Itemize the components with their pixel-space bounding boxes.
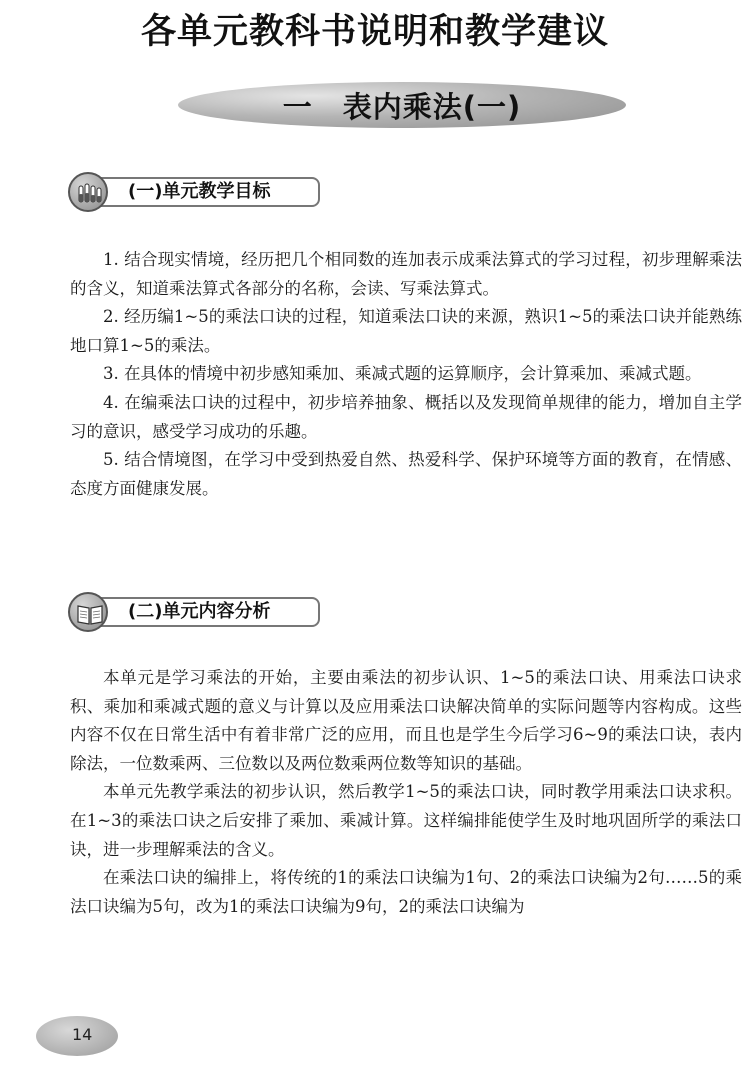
- paragraph: 3. 在具体的情境中初步感知乘加、乘减式题的运算顺序，会计算乘加、乘减式题。: [103, 364, 702, 384]
- test-tubes-icon: [68, 172, 108, 212]
- paragraph: 本单元是学习乘法的开始，主要由乘法的初步认识、1~5的乘法口诀、用乘法口诀求积、乘加和乘减式题的意义与计算以及应用乘法口诀解决简单的实际问题等内容构成。这些内容不仅在日常生活中有着非常广泛的应用，而且也是学生今后学习6~9的乘法口诀，表内除法，一位数乘两、三位数以及两位数乘两位数等知识的基础。: [70, 668, 742, 773]
- section-body-analysis: [70, 664, 742, 921]
- paragraph: 2. 经历编1~5的乘法口诀的过程，知道乘法口诀的来源，熟识1~5的乘法口诀并能熟练地口算1~5的乘法。: [70, 307, 742, 355]
- section-heading: (一)单元教学目标: [128, 181, 271, 202]
- chapter-title: 一 表内乘法(一): [282, 89, 522, 124]
- paragraph: 本单元先教学乘法的初步认识，然后教学1~5的乘法口诀，同时教学用乘法口诀求积。在1~3的乘法口诀之后安排了乘加、乘减计算。这样编排能使学生及时地巩固所学的乘法口诀，进一步理解乘法的含义。: [70, 782, 742, 859]
- paragraph: 1. 结合现实情境，经历把几个相同数的连加表示成乘法算式的学习过程，初步理解乘法的含义，知道乘法算式各部分的名称，会读、写乘法算式。: [70, 250, 742, 298]
- page-number: 14: [72, 1025, 93, 1044]
- paragraph: 4. 在编乘法口诀的过程中，初步培养抽象、概括以及发现简单规律的能力，增加自主学习的意识，感受学习成功的乐趣。: [70, 392, 742, 441]
- chapter-banner: [178, 82, 626, 128]
- page-title: 各单元教科书说明和教学建议: [140, 12, 609, 52]
- section-header-analysis: [68, 592, 324, 632]
- open-book-icon: [68, 592, 108, 632]
- section-heading: (二)单元内容分析: [128, 601, 271, 622]
- paragraph: 在乘法口诀的编排上，将传统的1的乘法口诀编为1句、2的乘法口诀编为2句……5的乘法口诀编为5句，改为1的乘法口诀编为9句，2的乘法口诀编为: [70, 868, 742, 916]
- section-header-goals: [68, 172, 324, 212]
- section-body-goals: [70, 246, 742, 503]
- paragraph: 5. 结合情境图，在学习中受到热爱自然、热爱科学、保护环境等方面的教育，在情感、态度方面健康发展。: [70, 450, 742, 498]
